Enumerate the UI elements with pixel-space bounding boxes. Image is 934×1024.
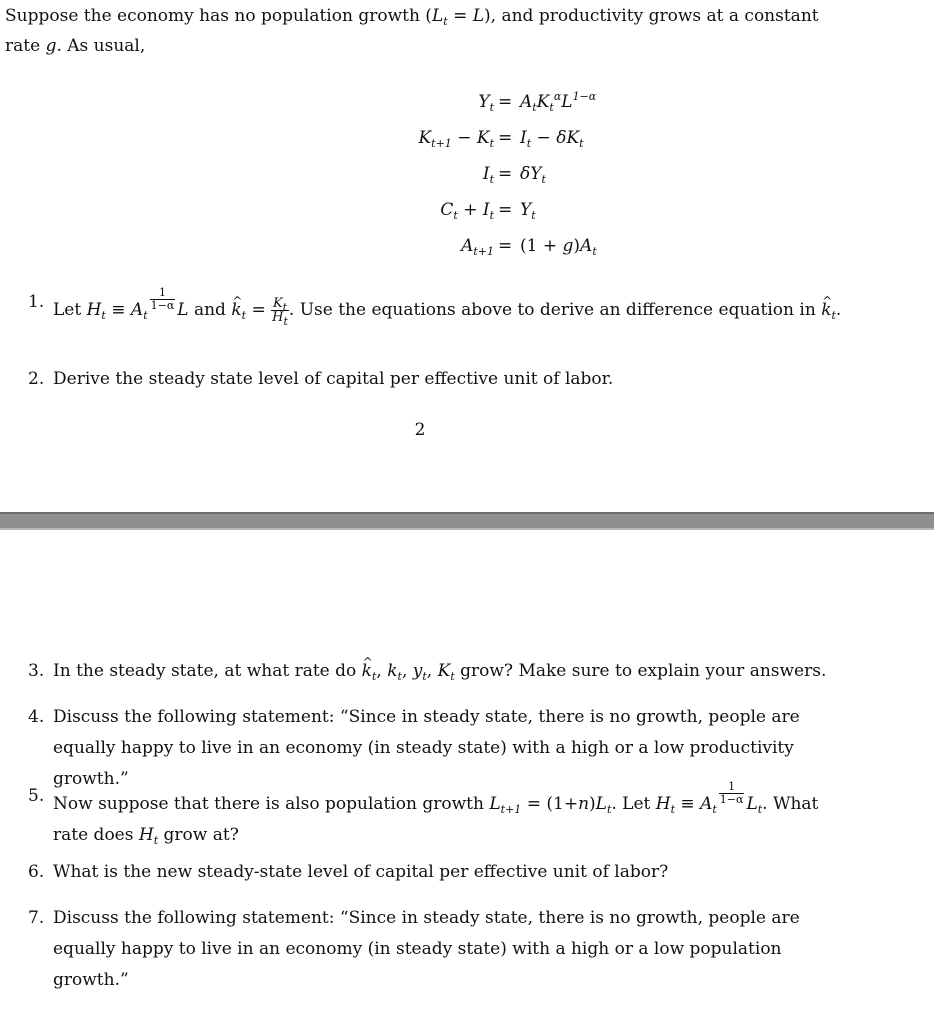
question-3-math: ^ $k_t$, $k_t$, $y_t$, $K_t$ — [362, 661, 455, 681]
question-1-math-k2: ^ $k_t$ — [821, 300, 836, 320]
question-1-text-a: Let — [53, 300, 87, 320]
equation-productivity-growth: $A_{t+1}$ = $(1 + g)A_t$ — [461, 236, 597, 258]
equation-capital-accumulation: $K_{t+1} - K_t$ = $I_t - \delta K_t$ — [418, 128, 584, 150]
question-7-text: Discuss the following statement: “Since in steady state, there is no growth, people are equally happy to live in an economy (in steady state) with a high or a low population growth.” — [53, 908, 800, 990]
question-5-math-h: $H_t \equiv A_t$ $\frac{1}{1-\alpha}$ $L_t$ — [655, 780, 763, 816]
question-2-number: 2. — [28, 369, 45, 389]
question-2 — [28, 364, 848, 395]
question-5-text-a: Now suppose that there is also population growth — [53, 794, 490, 814]
question-4-number: 4. — [28, 707, 45, 727]
question-1-text-c: . Use the equations above to derive an difference equation in — [288, 300, 822, 320]
question-3-number: 3. — [28, 661, 45, 681]
intro-text-a: Suppose the economy has no population growth ( — [5, 6, 432, 26]
question-6 — [28, 857, 848, 888]
question-1-text-b: and — [188, 300, 232, 320]
intro-paragraph — [5, 1, 855, 61]
question-3 — [28, 656, 848, 687]
question-5-math-l: $L_{t+1} = (1+n)L_t$ — [489, 794, 612, 816]
equation-production: $Y_t$ = $A_tK_t^\alpha L^{1-\alpha}$ — [478, 90, 597, 114]
page-divider — [0, 512, 934, 530]
question-5-text-b: . Let — [611, 794, 656, 814]
equation-resource-constraint: $C_t + I_t$ = $Y_t$ — [440, 200, 536, 222]
question-1-math-h: $H_t \equiv A_t$ $\frac{1}{1-\alpha}$ L — [86, 286, 189, 322]
question-2-text: Derive the steady state level of capital per effective unit of labor. — [53, 369, 614, 389]
question-5-number: 5. — [28, 786, 45, 806]
question-7-number: 7. — [28, 908, 45, 928]
equation-block — [300, 84, 720, 264]
intro-text-b: ), and productivity grows at a constant rate — [5, 6, 819, 56]
question-6-text: What is the new steady-state level of capital per effective unit of labor? — [53, 862, 669, 882]
question-5-text-c: . What rate does — [53, 794, 819, 845]
page-bottom — [0, 530, 934, 1024]
question-6-number: 6. — [28, 862, 45, 882]
question-5 — [28, 781, 848, 851]
question-5-math-h2: $H_t$ — [138, 825, 159, 847]
question-5-text-d: grow at? — [158, 825, 239, 845]
page-number: 2 — [414, 420, 426, 440]
question-4-text: Discuss the following statement: “Since in steady state, there is no growth, people are equally happy to live in an economy (in steady state) with a high or a low productivity growth.” — [53, 707, 800, 789]
intro-math-a: $L_t = L$ — [431, 6, 485, 28]
question-7 — [28, 903, 848, 996]
equation-investment: $I_t$ = $\delta Y_t$ — [482, 164, 546, 186]
question-3-text-b: grow? Make sure to explain your answers. — [454, 661, 827, 681]
question-1-number: 1. — [28, 292, 45, 312]
question-3-text-a: In the steady state, at what rate do — [53, 661, 362, 681]
question-1-text-d: . — [835, 300, 842, 320]
intro-text-c: . As usual, — [56, 36, 146, 56]
question-1 — [28, 287, 848, 326]
intro-math-b: g — [45, 36, 57, 56]
question-1-math-k: ^ $k_t$ = $\frac{K_t}{H_t}$ — [231, 300, 289, 320]
